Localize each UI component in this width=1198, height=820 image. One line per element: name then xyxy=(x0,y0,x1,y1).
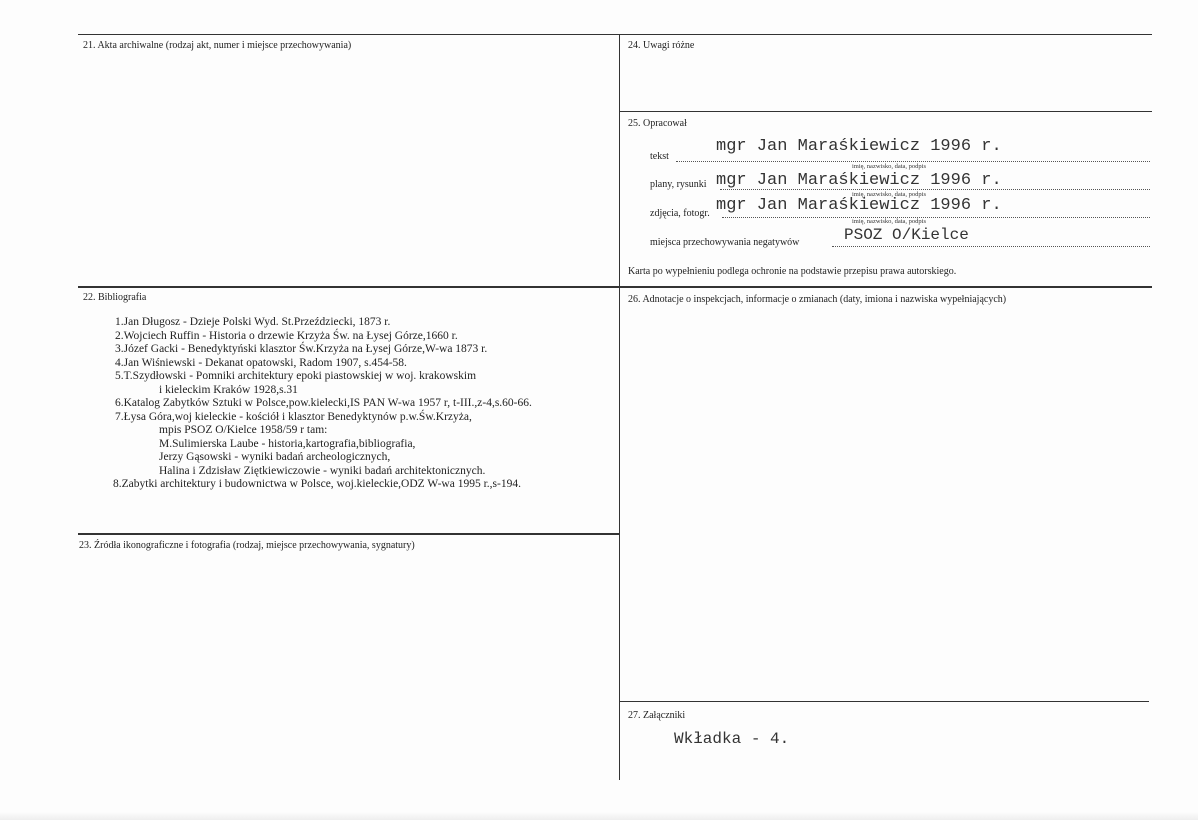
attachments-value: Wkładka - 4. xyxy=(674,730,790,748)
copyright-note: Karta po wypełnieniu podlega ochronie na podstawie przepisu prawa autorskiego. xyxy=(628,266,957,277)
section-26-label: 26. Adnotacje o inspekcjach, informacje o zmianach (daty, imiona i nazwiska wypełniających) xyxy=(628,294,1007,305)
bibliography-list xyxy=(115,316,532,492)
zdjecia-label: zdjęcia, fotogr. xyxy=(650,208,710,219)
bibliography-entry-6: 6.Katalog Zabytków Sztuki w Polsce,pow.kielecki,IS PAN W-wa 1957 r, t-III.,z-4,s.60-66. xyxy=(115,397,532,409)
negatywy-label: miejsca przechowywania negatywów xyxy=(650,237,800,248)
zdjecia-caption: imię, nazwisko, data, podpis xyxy=(852,218,927,225)
negatywy-line xyxy=(832,245,1150,247)
bibliography-entry-7-sub2: Jerzy Gąsowski - wyniki badań archeologicznych, xyxy=(159,451,391,463)
tekst-label: tekst xyxy=(650,151,669,162)
page-bottom-edge xyxy=(0,812,1198,820)
bibliography-entry-7-sub3: Halina i Zdzisław Ziętkiewiczowie - wyniki badań architektonicznych. xyxy=(159,464,486,477)
section-21-label: 21. Akta archiwalne (rodzaj akt, numer i miejsce przechowywania) xyxy=(83,40,352,51)
section-25-label: 25. Opracował xyxy=(628,118,687,129)
section-22-label: 22. Bibliografia xyxy=(83,292,147,303)
section-27-label: 27. Załączniki xyxy=(628,710,686,721)
zdjecia-line xyxy=(722,216,1150,218)
zdjecia-value: mgr Jan Maraśkiewicz 1996 r. xyxy=(716,196,1002,215)
bibliography-entry-3: 3.Józef Gacki - Benedyktyński klasztor Św.Krzyża na Łysej Górze,W-wa 1873 r. xyxy=(115,343,488,355)
tekst-caption: imię, nazwisko, data, podpis xyxy=(852,163,927,170)
tekst-value: mgr Jan Maraśkiewicz 1996 r. xyxy=(716,137,1002,156)
bibliography-entry-7: 7.Łysa Góra,woj kieleckie - kościół i klasztor Benedyktynów p.w.Św.Krzyża, xyxy=(115,410,472,423)
top-border xyxy=(78,34,1152,35)
divider-26-27 xyxy=(620,701,1149,702)
divider-21-22 xyxy=(78,286,1152,288)
divider-24-25 xyxy=(620,111,1152,112)
bibliography-entry-5: 5.T.Szydłowski - Pomniki architektury epoki piastowskiej w woj. krakowskim xyxy=(115,370,477,382)
bibliography-entry-4: 4.Jan Wiśniewski - Dekanat opatowski, Radom 1907, s.454-58. xyxy=(115,356,407,369)
bibliography-entry-2: 2.Wojciech Ruffin - Historia o drzewie Krzyża Św. na Łysej Górze,1660 r. xyxy=(115,329,458,342)
bibliography-entry-1: 1.Jan Długosz - Dzieje Polski Wyd. St.Przeździecki, 1873 r. xyxy=(115,316,391,328)
negatywy-value: PSOZ O/Kielce xyxy=(844,226,969,244)
section-23-label: 23. Źródła ikonograficzne i fotografia (rodzaj, miejsce przechowywania, sygnatury) xyxy=(79,540,415,551)
bibliography-entry-5-cont: i kieleckim Kraków 1928,s.31 xyxy=(159,383,298,396)
plany-caption: imię, nazwisko, data, podpis xyxy=(852,191,927,198)
plany-label: plany, rysunki xyxy=(650,179,707,190)
bibliography-entry-8: 8.Zabytki architektury i budownictwa w Polsce, woj.kieleckie,ODZ W-wa 1995 r.,s-194. xyxy=(113,478,521,490)
tekst-line xyxy=(676,160,1150,162)
section-24-label: 24. Uwagi różne xyxy=(628,40,695,51)
bibliography-entry-7-cont: mpis PSOZ O/Kielce 1958/59 r tam: xyxy=(159,424,328,436)
center-divider xyxy=(619,34,620,780)
divider-22-23 xyxy=(78,533,619,535)
bibliography-entry-7-sub1: M.Sulimierska Laube - historia,kartografia,bibliografia, xyxy=(159,437,416,450)
plany-value: mgr Jan Maraśkiewicz 1996 r. xyxy=(716,171,1002,190)
